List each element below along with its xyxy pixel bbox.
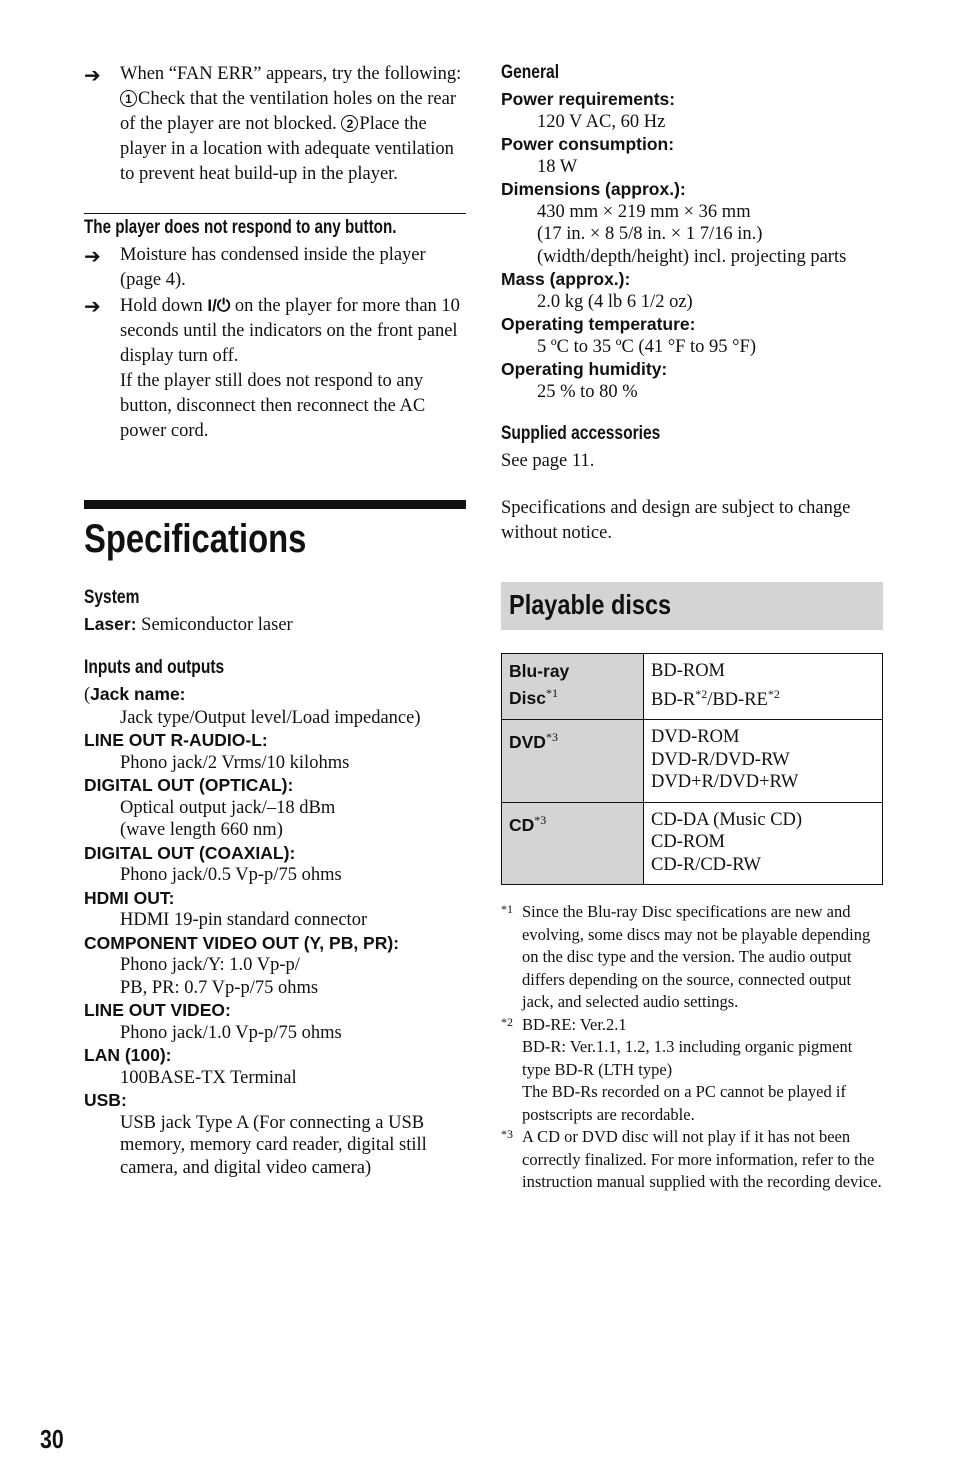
no-respond-tip-1 [84,243,466,293]
io-heading-wrap [84,657,466,683]
no-respond-tip-2-text-c: If the player still does not respond to any button, disconnect then reconnect the AC power cord. [120,371,426,441]
laser-spec [84,613,466,637]
footnote-mark: *2 [501,1014,513,1029]
general-heading-wrap [501,62,883,88]
footnote-ref: *1 [545,686,558,700]
page-title: Specifications [84,517,307,561]
bluray-name-line1: Blu-ray [509,661,570,681]
footnote-1-text: Since the Blu-ray Disc specifications are new and evolving, some discs may not be playable depending on the disc type and the version. The audio output differs depending on the source, connected output jack, and selected audio settings. [522,902,871,1012]
bdr-text: BD-R [651,689,696,710]
footnote-2-text-a: BD-RE: Ver.2.1 [522,1014,627,1034]
power-req-value: 120 V AC, 60 Hz [537,111,666,132]
dims-value: 430 mm × 219 mm × 36 mm [537,201,751,222]
io-label-usb: USB: [84,1090,127,1110]
mass-value: 2.0 kg (4 lb 6 1/2 oz) [537,291,693,312]
list-item: DVD+R/DVD+RW [651,772,799,793]
system-heading-wrap [84,587,466,613]
io-value: 100BASE-TX Terminal [120,1067,297,1088]
playable-discs-banner [501,582,883,630]
io-label-digital-coaxial: DIGITAL OUT (COAXIAL): [84,842,296,863]
io-label-line-out-video: LINE OUT VIDEO: [84,1000,231,1020]
io-label-line-out-audio: LINE OUT R-AUDIO-L: [84,730,268,750]
no-respond-tip-2-text-b: on the player for more than 10 seconds until the indicators on the front panel display turn off. [120,296,460,366]
footnote-1 [501,901,883,1014]
title-rule [84,500,466,509]
spec-title-wrap [84,517,466,567]
dims-value: (17 in. × 8 5/8 in. × 1 7/16 in.) [537,224,763,244]
jack-name-label: Jack name: [90,684,186,704]
left-column [84,62,466,1179]
io-label-component: COMPONENT VIDEO OUT (Y, PB, PR): [84,932,400,953]
jack-legend-open: ( [84,685,91,705]
list-item: CD-R/CD-RW [651,854,761,875]
footnote-ref: *2 [767,686,780,701]
no-respond-tip-1-text: Moisture has condensed inside the player (page 4). [120,245,426,290]
power-icon: I/⏻ [207,296,231,315]
io-value: HDMI 19-pin standard connector [120,910,368,930]
playable-discs-heading: Playable discs [509,589,672,620]
io-value: Phono jack/2 Vrms/10 kilohms [120,752,350,773]
accessories-heading-wrap [501,423,883,449]
temp-value: 5 ºC to 35 ºC (41 °F to 95 °F) [537,336,757,357]
io-heading: Inputs and outputs [84,657,225,678]
list-item: DVD-R/DVD-RW [651,749,790,770]
playable-discs-table [501,653,883,885]
mass-label: Mass (approx.): [501,269,631,289]
step-1-icon: 1 [120,90,137,107]
dims-label: Dimensions (approx.): [501,179,686,199]
io-value: Phono jack/1.0 Vp-p/75 ohms [120,1022,342,1043]
jack-legend [84,683,466,707]
list-item: CD-ROM [651,832,726,853]
dims-value: (width/depth/height) incl. projecting parts [537,246,847,267]
list-item [651,683,875,712]
io-label-lan: LAN (100): [84,1045,172,1065]
temp-label: Operating temperature: [501,314,696,334]
step-2-icon: 2 [341,115,358,132]
arrow-right-icon: ➔ [84,63,101,87]
footnote-ref: *3 [534,812,547,827]
no-respond-heading-wrap [84,217,466,243]
footnote-mark: *3 [501,1127,513,1142]
table-row [502,654,883,720]
io-value: PB, PR: 0.7 Vp-p/75 ohms [120,977,319,998]
disc-formats-cd [644,802,883,885]
no-respond-heading: The player does not respond to any button. [84,217,397,238]
power-req-label: Power requirements: [501,89,676,109]
io-value: Optical output jack/–18 dBm [120,797,336,818]
footnote-ref: *2 [695,686,708,701]
general-heading: General [501,62,560,83]
arrow-right-icon: ➔ [84,294,101,318]
accessories-text: See page 11. [501,451,595,471]
io-label-digital-optical: DIGITAL OUT (OPTICAL): [84,775,294,795]
jack-legend-desc: Jack type/Output level/Load impedance) [120,707,421,728]
no-respond-tip-2 [84,293,466,444]
io-value: (wave length 660 nm) [120,820,283,840]
list-item: DVD-ROM [651,727,740,748]
table-row [502,720,883,803]
disc-type-bluray [502,654,644,720]
footnote-2-text-c: The BD-Rs recorded on a PC cannot be played if postscripts are recordable. [522,1082,846,1124]
list-item: BD-ROM [651,661,726,681]
power-cons-value: 18 W [537,156,578,177]
fan-err-lead: When “FAN ERR” appears, try the following: [120,64,462,84]
io-label-hdmi: HDMI OUT: [84,887,175,908]
footnotes [501,901,883,1194]
table-row [502,802,883,885]
io-value: Phono jack/0.5 Vp-p/75 ohms [120,865,342,885]
disc-formats-dvd [644,720,883,803]
disc-formats-bluray [644,654,883,720]
power-cons-label: Power consumption: [501,134,675,154]
section-divider [84,213,466,214]
dvd-name: DVD [509,731,546,752]
io-value: Phono jack/Y: 1.0 Vp-p/ [120,955,300,975]
list-item: CD-DA (Music CD) [651,809,803,830]
footnote-2 [501,1014,883,1127]
bluray-name-line2: Disc [509,687,546,708]
footnote-ref: *3 [545,730,558,745]
page-number: 30 [40,1424,64,1454]
disc-type-cd [502,802,644,885]
spec-notice: Specifications and design are subject to change without notice. [501,498,851,543]
humidity-label: Operating humidity: [501,359,668,379]
bdre-text: /BD-RE [707,689,768,710]
fan-err-step-2: Place the player in a location with adequate ventilation to prevent heat build-up in the player. [120,114,454,184]
laser-value: Semiconductor laser [136,615,293,635]
fan-err-step-1: Check that the ventilation holes on the rear of the player are not blocked. [120,89,456,134]
footnote-2-text-b: BD-R: Ver.1.1, 1.2, 1.3 including organic pigment type BD-R (LTH type) [522,1037,853,1079]
accessories-heading: Supplied accessories [501,423,661,444]
disc-type-dvd [502,720,644,803]
no-respond-tip-2-text-a: Hold down [120,296,208,316]
arrow-right-icon: ➔ [84,244,101,268]
humidity-value: 25 % to 80 % [537,381,638,402]
laser-label: Laser: [84,614,137,634]
io-value: USB jack Type A (For connecting a USB memory, memory card reader, digital still camera, and digital video camera) [120,1112,427,1178]
fan-err-tip [84,62,466,187]
system-heading: System [84,587,140,608]
footnote-3-text: A CD or DVD disc will not play if it has not been correctly finalized. For more information, refer to the instruction manual supplied with the recording device. [522,1127,882,1192]
cd-name: CD [509,814,535,835]
footnote-3 [501,1126,883,1194]
right-column [501,62,883,1194]
footnote-mark: *1 [501,902,513,917]
